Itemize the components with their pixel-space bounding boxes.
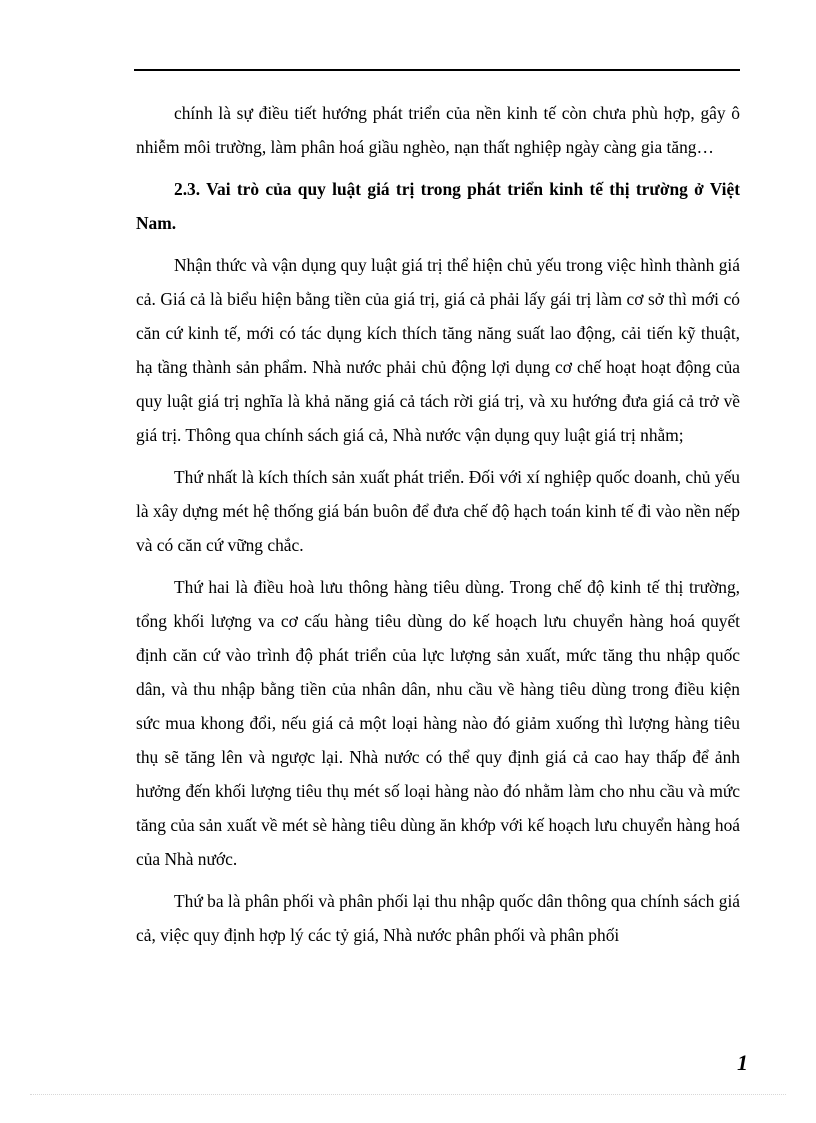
- paragraph-second-role: Thứ hai là điều hoà lưu thông hàng tiêu dùng. Trong chế độ kinh tế thị trường, tổng khối lượng va cơ cấu hàng tiêu dùng do kế hoạch lưu chuyển hàng hoá quyết định căn cứ vào trình độ phát triển của lực lượng sản xuất, mức tăng thu nhập quốc dân, và thu nhập bằng tiền của nhân dân, nhu cầu về hàng tiêu dùng trong điều kiện sức mua khong đổi, nếu giá cả một loại hàng nào đó giảm xuống thì lượng hàng tiêu thụ sẽ tăng lên và ngược lại. Nhà nước có thể quy định giá cả cao hay thấp để ảnh hưởng đến khối lượng tiêu thụ mét số loại hàng nào đó nhằm làm cho nhu cầu và mức tăng của sản xuất về mét sè hàng tiêu dùng ăn khớp với kế hoạch lưu chuyển hàng hoá của Nhà nước.: [136, 577, 740, 869]
- paragraph-price-formation: Nhận thức và vận dụng quy luật giá trị thể hiện chủ yếu trong việc hình thành giá cả. Giá cả là biểu hiện bằng tiền của giá trị, giá cả phải lấy gái trị làm cơ sở thì mới có căn cứ kinh tế, mới có tác dụng kích thích tăng năng suất lao động, cải tiến kỹ thuật, hạ tầng thành sản phẩm. Nhà nước phải chủ động lợi dụng cơ chế hoạt hoạt động của quy luật giá trị nghĩa là khả năng giá cả tách rời giá trị, và xu hướng đưa giá cả trở về giá trị. Thông qua chính sách giá cả, Nhà nước vận dụng quy luật giá trị nhằm;: [136, 255, 740, 445]
- document-body: [136, 96, 740, 952]
- paragraph-continuation: chính là sự điều tiết hướng phát triển của nền kinh tế còn chưa phù hợp, gây ô nhiễm môi trường, làm phân hoá giầu nghèo, nạn thất nghiệp ngày càng gia tăng…: [136, 103, 740, 157]
- page-number: 1: [737, 1050, 748, 1075]
- paragraph-first-role: Thứ nhất là kích thích sản xuất phát triển. Đối với xí nghiệp quốc doanh, chủ yếu là xây dựng mét hệ thống giá bán buôn để đưa chế độ hạch toán kinh tế đi vào nền nếp và có căn cứ vững chắc.: [136, 467, 740, 555]
- section-heading: 2.3. Vai trò của quy luật giá trị trong phát triển kinh tế thị trường ở Việt Nam.: [136, 179, 740, 233]
- footer-divider: [30, 1094, 786, 1095]
- paragraph-third-role: Thứ ba là phân phối và phân phối lại thu nhập quốc dân thông qua chính sách giá cả, việc quy định hợp lý các tỷ giá, Nhà nước phân phối và phân phối: [136, 891, 740, 945]
- header-rule: [134, 69, 740, 71]
